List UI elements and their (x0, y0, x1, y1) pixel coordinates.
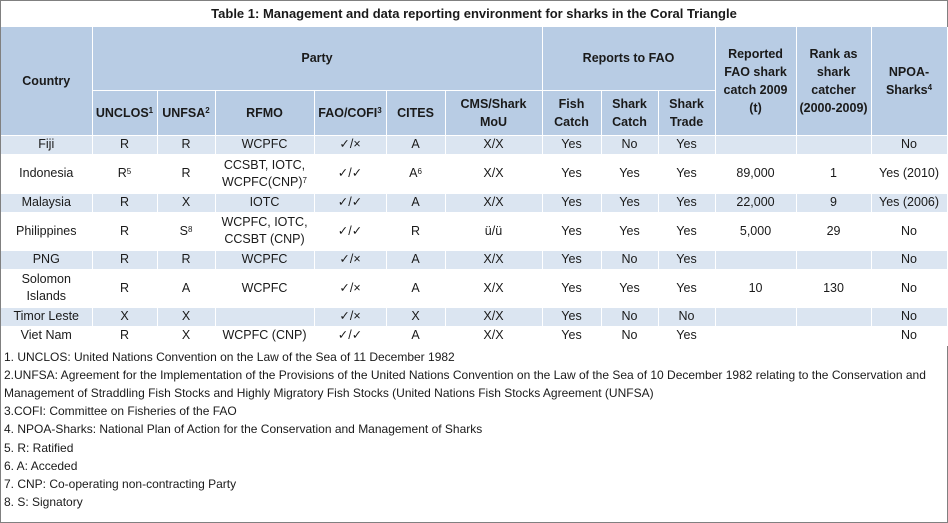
cell-shark-trade: No (658, 307, 715, 326)
cell-fao-cofi: ✓/× (314, 269, 386, 307)
cell-unclos: R (92, 212, 157, 250)
footnote: 2.UNFSA: Agreement for the Implementation of the Provisions of the United Nations Convention on the Law of the Sea of 10 December 1982 relating to the Conservation and Management of Straddling Fish Stocks and Highly Migratory Fish Stocks (United Nations Fish Stocks Agreement (UNFSA) (4, 367, 926, 400)
cell-cites: $A^6$ (386, 154, 445, 193)
header-rfmo: RFMO (215, 90, 314, 135)
cell-fish-catch: Yes (542, 193, 601, 212)
cell-unclos: R (92, 269, 157, 307)
cell-cms: X/X (445, 269, 542, 307)
cell-unclos: R (92, 193, 157, 212)
cell-country: Fiji (1, 135, 92, 154)
cell-npoa: No (871, 269, 947, 307)
cell-shark-catch: Yes (601, 212, 658, 250)
table-title: Table 1: Management and data reporting environment for sharks in the Coral Triangle (211, 6, 737, 21)
cell-catch: 89,000 (715, 154, 796, 193)
cell-country: Timor Leste (1, 307, 92, 326)
cell-rfmo: WCPFC (215, 269, 314, 307)
cell-npoa: No (871, 326, 947, 345)
cell-cites: R (386, 212, 445, 250)
cell-shark-catch: No (601, 307, 658, 326)
footnote: 8. S: Signatory (4, 495, 83, 510)
cell-fao-cofi: ✓/✓ (314, 326, 386, 345)
cell-shark-catch: No (601, 326, 658, 345)
table-row (1, 250, 947, 269)
cell-rfmo (215, 307, 314, 326)
cell-cms: X/X (445, 193, 542, 212)
cell-shark-catch: Yes (601, 269, 658, 307)
cell-fish-catch: Yes (542, 326, 601, 345)
header-cms: CMS/Shark MoU (445, 90, 542, 135)
cell-cms: X/X (445, 307, 542, 326)
cell-shark-trade: Yes (658, 212, 715, 250)
cell-shark-trade: Yes (658, 269, 715, 307)
header-shark-trade: Shark Trade (658, 90, 715, 135)
footnote: 6. A: Acceded (4, 458, 78, 473)
cell-fish-catch: Yes (542, 212, 601, 250)
cell-shark-catch: Yes (601, 154, 658, 193)
cell-catch (715, 135, 796, 154)
footnotes (1, 346, 947, 512)
cell-shark-catch: No (601, 135, 658, 154)
cell-shark-trade: Yes (658, 193, 715, 212)
cell-catch: 10 (715, 269, 796, 307)
cell-cites: A (386, 135, 445, 154)
header-rank: Rank as shark catcher (2000-2009) (796, 27, 871, 135)
table-row (1, 154, 947, 193)
cell-catch (715, 250, 796, 269)
footnote: 7. CNP: Co-operating non-contracting Party (4, 476, 237, 491)
cell-fao-cofi: ✓/× (314, 307, 386, 326)
cell-npoa: No (871, 135, 947, 154)
cell-rank: 1 (796, 154, 871, 193)
cell-shark-trade: Yes (658, 326, 715, 345)
cell-country: PNG (1, 250, 92, 269)
table-row (1, 135, 947, 154)
cell-catch: 5,000 (715, 212, 796, 250)
header-shark-catch: Shark Catch (601, 90, 658, 135)
cell-rfmo: CCSBT, IOTC, WCPFC(CNP)$^7$ (215, 154, 314, 193)
cell-fish-catch: Yes (542, 154, 601, 193)
cell-shark-trade: Yes (658, 250, 715, 269)
table-row (1, 212, 947, 250)
cell-fish-catch: Yes (542, 250, 601, 269)
cell-fish-catch: Yes (542, 135, 601, 154)
cell-rank (796, 250, 871, 269)
cell-unfsa: R (157, 250, 215, 269)
footnote: 3.COFI: Committee on Fisheries of the FAO (4, 404, 237, 419)
cell-rfmo: IOTC (215, 193, 314, 212)
cell-rank: 29 (796, 212, 871, 250)
cell-country: Viet Nam (1, 326, 92, 345)
cell-fish-catch: Yes (542, 269, 601, 307)
cell-fao-cofi: ✓/✓ (314, 212, 386, 250)
table-row (1, 193, 947, 212)
cell-unclos: R (92, 250, 157, 269)
cell-shark-catch: Yes (601, 193, 658, 212)
cell-cites: A (386, 250, 445, 269)
cell-cites: X (386, 307, 445, 326)
cell-rfmo: WCPFC, IOTC, CCSBT (CNP) (215, 212, 314, 250)
cell-catch (715, 307, 796, 326)
header-party: Party (92, 27, 542, 90)
table-row (1, 269, 947, 307)
cell-rank (796, 135, 871, 154)
cell-cms: ü/ü (445, 212, 542, 250)
header-fish-catch: Fish Catch (542, 90, 601, 135)
table-row (1, 326, 947, 345)
cell-cms: X/X (445, 250, 542, 269)
table-row (1, 307, 947, 326)
cell-shark-catch: No (601, 250, 658, 269)
cell-unfsa: X (157, 193, 215, 212)
cell-shark-trade: Yes (658, 135, 715, 154)
cell-cites: A (386, 269, 445, 307)
cell-country: Solomon Islands (1, 269, 92, 307)
footnote: 1. UNCLOS: United Nations Convention on the Law of the Sea of 11 December 1982 (4, 349, 455, 364)
cell-rank (796, 326, 871, 345)
cell-unclos: R (92, 135, 157, 154)
cell-country: Philippines (1, 212, 92, 250)
footnote: 4. NPOA-Sharks: National Plan of Action for the Conservation and Management of Sharks (4, 422, 483, 437)
cell-unfsa: A (157, 269, 215, 307)
cell-unfsa: R (157, 154, 215, 193)
cell-rank: 130 (796, 269, 871, 307)
cell-rank: 9 (796, 193, 871, 212)
cell-fao-cofi: ✓/× (314, 135, 386, 154)
cell-unfsa: X (157, 326, 215, 345)
header-fao-cofi: FAO/COFI$^3$ (314, 90, 386, 135)
header-reports-fao: Reports to FAO (542, 27, 715, 90)
cell-rfmo: WCPFC (CNP) (215, 326, 314, 345)
cell-fao-cofi: ✓/✓ (314, 154, 386, 193)
cell-fish-catch: Yes (542, 307, 601, 326)
header-reported-catch: Reported FAO shark catch 2009 (t) (715, 27, 796, 135)
footnote: 5. R: Ratified (4, 440, 74, 455)
cell-rfmo: WCPFC (215, 135, 314, 154)
cell-npoa: No (871, 250, 947, 269)
cell-cms: X/X (445, 326, 542, 345)
cell-npoa: Yes (2006) (871, 193, 947, 212)
cell-cites: A (386, 193, 445, 212)
cell-country: Malaysia (1, 193, 92, 212)
cell-rank (796, 307, 871, 326)
cell-catch (715, 326, 796, 345)
cell-unclos: X (92, 307, 157, 326)
cell-catch: 22,000 (715, 193, 796, 212)
cell-unfsa: R (157, 135, 215, 154)
cell-npoa: No (871, 307, 947, 326)
cell-cites: A (386, 326, 445, 345)
cell-unclos: $R^5$ (92, 154, 157, 193)
cell-npoa: Yes (2010) (871, 154, 947, 193)
cell-cms: X/X (445, 135, 542, 154)
cell-unfsa: $S^8$ (157, 212, 215, 250)
header-unfsa: UNFSA$^2$ (157, 90, 215, 135)
cell-unfsa: X (157, 307, 215, 326)
header-unclos: UNCLOS$^1$ (92, 90, 157, 135)
header-country: Country (1, 27, 92, 135)
cell-fao-cofi: ✓/× (314, 250, 386, 269)
cell-npoa: No (871, 212, 947, 250)
cell-shark-trade: Yes (658, 154, 715, 193)
cell-cms: X/X (445, 154, 542, 193)
header-cites: CITES (386, 90, 445, 135)
cell-country: Indonesia (1, 154, 92, 193)
header-npoa: NPOA-Sharks$^4$ (871, 27, 947, 135)
cell-fao-cofi: ✓/✓ (314, 193, 386, 212)
cell-rfmo: WCPFC (215, 250, 314, 269)
data-table (1, 27, 948, 346)
cell-unclos: R (92, 326, 157, 345)
